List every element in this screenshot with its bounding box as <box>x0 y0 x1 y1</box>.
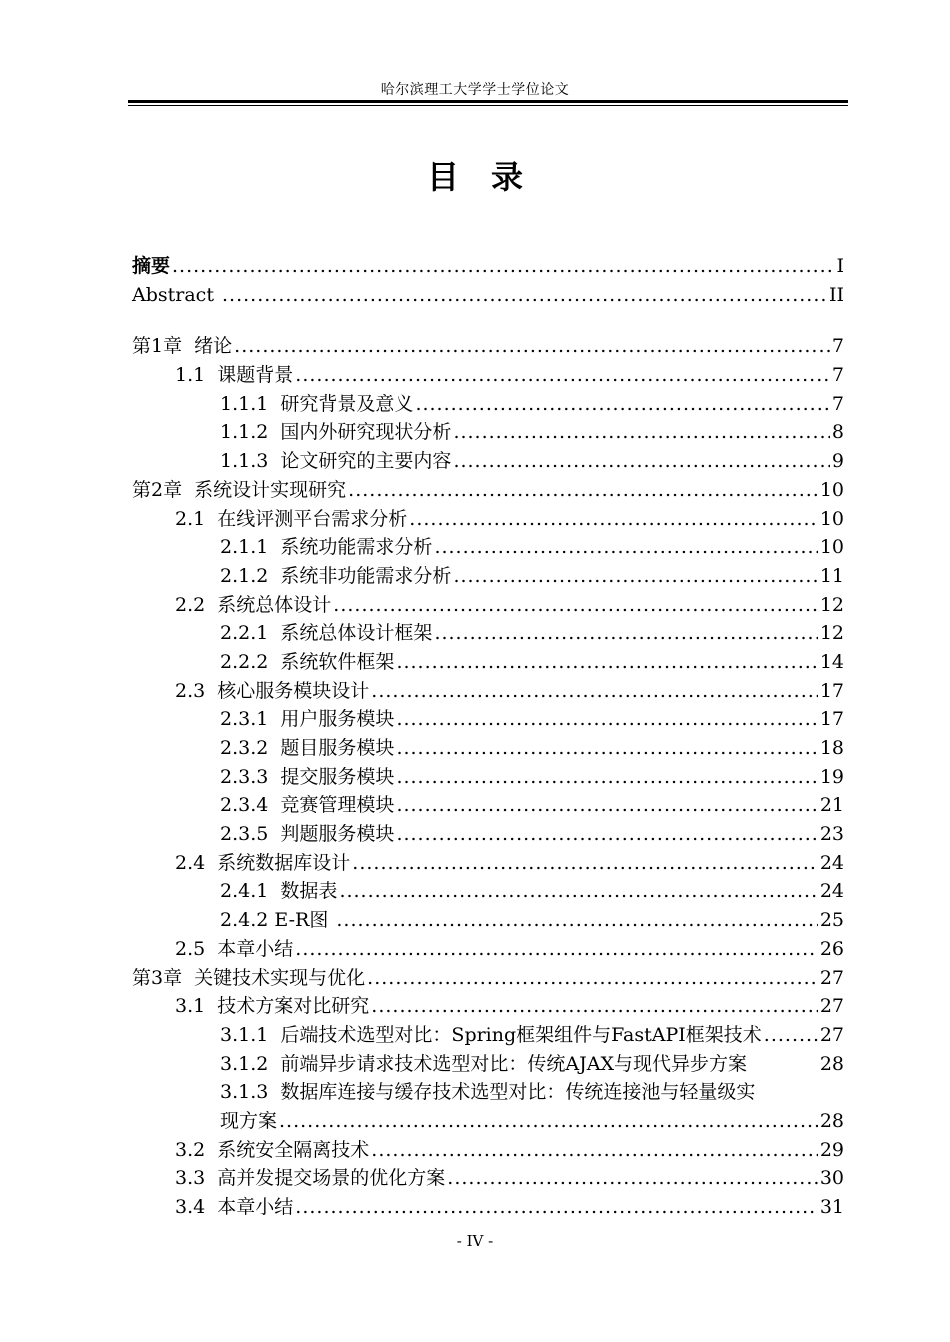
toc-entry[interactable] <box>132 591 844 620</box>
toc-leader-dots <box>453 418 829 447</box>
toc-entry[interactable] <box>132 1050 844 1079</box>
toc-entry[interactable] <box>132 476 844 505</box>
toc-entry-title: 2.2.2 系统软件框架 <box>220 650 395 673</box>
toc-gap <box>132 309 844 332</box>
toc-entry-title: 2.1.1 系统功能需求分析 <box>220 536 433 559</box>
toc-entry-title: 1.1.3 论文研究的主要内容 <box>220 450 452 473</box>
toc-entry-page: 24 <box>819 880 844 903</box>
toc-leader-dots <box>396 648 817 677</box>
toc-leader-dots <box>396 705 817 734</box>
toc-entry-page: 27 <box>819 995 844 1018</box>
toc-leader-dots <box>396 820 817 849</box>
toc-entry-page: 11 <box>819 564 844 587</box>
toc-entry-page: 10 <box>819 478 844 501</box>
toc-entry[interactable] <box>132 935 844 964</box>
toc-entry-title: 3.1.2 前端异步请求技术选型对比：传统AJAX与现代异步方案 <box>220 1052 748 1075</box>
toc-entry-line: 3.1.3 数据库连接与缓存技术选型对比：传统连接池与轻量级实 <box>220 1081 756 1104</box>
toc-entry[interactable] <box>132 533 844 562</box>
toc-entry-title: 2.4.2 E-R图 <box>220 909 335 932</box>
toc-entry-page: 19 <box>819 765 844 788</box>
toc-entry-title: 3.3 高并发提交场景的优化方案 <box>175 1167 446 1190</box>
toc-entry-title: 1.1.1 研究背景及意义 <box>220 392 414 415</box>
toc-entry-page: 23 <box>819 823 844 846</box>
toc-entry-title: 1.1 课题背景 <box>175 364 294 387</box>
toc-leader-dots <box>453 562 817 591</box>
toc-entry[interactable] <box>132 1164 844 1193</box>
toc-entry-page: I <box>836 255 844 277</box>
toc-entry-page: 30 <box>819 1167 844 1190</box>
toc-leader-dots <box>396 791 817 820</box>
toc-entry[interactable] <box>132 1193 844 1222</box>
toc-entry-page: 7 <box>831 364 844 387</box>
toc-entry-page: 8 <box>831 421 844 444</box>
toc-entry-title: 2.3.3 提交服务模块 <box>220 765 395 788</box>
toc-entry-title: 2.2.1 系统总体设计框架 <box>220 622 433 645</box>
toc-entry[interactable] <box>132 763 844 792</box>
toc-entry-page: 17 <box>819 679 844 702</box>
toc-entry-title: 2.4 系统数据库设计 <box>175 851 351 874</box>
toc-entry[interactable] <box>132 619 844 648</box>
toc-leader-dots <box>295 935 818 964</box>
toc-entry-page: 28 <box>819 1052 844 1075</box>
toc-entry-page: 25 <box>819 909 844 932</box>
toc-leader-dots <box>371 992 818 1021</box>
toc-entry-page: 24 <box>819 851 844 874</box>
toc-entry-page: 21 <box>819 794 844 817</box>
toc-entry[interactable] <box>132 964 844 993</box>
toc-entry-title: 2.3.1 用户服务模块 <box>220 708 395 731</box>
toc-entry-title: 2.1.2 系统非功能需求分析 <box>220 564 452 587</box>
toc-leader-dots <box>352 849 818 878</box>
toc-leader-dots <box>336 906 817 935</box>
toc-leader-dots <box>234 332 830 361</box>
toc-entry-title: 2.3.5 判题服务模块 <box>220 823 395 846</box>
running-header: 哈尔滨理工大学学士学位论文 <box>380 82 570 98</box>
toc-leader-dots <box>447 1164 818 1193</box>
toc-entry-page: 29 <box>819 1138 844 1161</box>
toc-entry-page: 10 <box>819 507 844 530</box>
toc-entry-title: 2.2 系统总体设计 <box>175 593 332 616</box>
toc-entry[interactable] <box>132 677 844 706</box>
toc-entry-page: 12 <box>819 622 844 645</box>
toc-entry[interactable] <box>132 562 844 591</box>
toc-entry[interactable] <box>132 332 844 361</box>
toc-leader-dots <box>371 677 818 706</box>
header-rule-thin <box>128 105 848 106</box>
toc-leader-dots <box>339 877 817 906</box>
toc-leader-dots <box>348 476 818 505</box>
toc-entry-title: 2.3.4 竞赛管理模块 <box>220 794 395 817</box>
toc-leader-dots <box>396 734 817 763</box>
toc-entry[interactable] <box>132 1136 844 1165</box>
toc-entry-title: 3.4 本章小结 <box>175 1196 294 1218</box>
toc-entry-title: 现方案 <box>220 1109 278 1132</box>
toc-leader-dots <box>396 763 817 792</box>
toc-entry[interactable] <box>132 1107 844 1136</box>
page-title: 目录 <box>426 158 555 196</box>
toc-leader-dots <box>434 619 817 648</box>
toc-entry-title: Abstract <box>132 283 220 306</box>
toc-entry[interactable] <box>132 648 844 677</box>
toc-entry-page: 27 <box>819 1023 844 1046</box>
toc-entry-page: 27 <box>819 966 844 989</box>
toc-leader-dots <box>434 533 817 562</box>
toc-entry-title: 第3章 关键技术实现与优化 <box>132 966 366 989</box>
toc-entry[interactable] <box>132 906 844 935</box>
toc-entry-page: 12 <box>819 593 844 616</box>
toc-entry-title: 3.1 技术方案对比研究 <box>175 995 370 1018</box>
toc-entry-title: 摘要 <box>132 255 171 277</box>
header-rule-thick <box>128 100 848 103</box>
toc-leader-dots <box>295 361 830 390</box>
toc-leader-dots <box>409 505 818 534</box>
toc-leader-dots <box>453 447 829 476</box>
toc-leader-dots <box>415 390 829 419</box>
toc-leader-dots <box>367 964 818 993</box>
toc-leader-dots <box>764 1021 818 1050</box>
toc-entry-page: 18 <box>819 737 844 759</box>
toc-entry[interactable] <box>132 877 844 906</box>
toc-entry[interactable] <box>132 505 844 534</box>
toc-entry[interactable] <box>132 849 844 878</box>
toc-entry-page: 7 <box>831 335 844 358</box>
toc-entry-page: 28 <box>819 1109 844 1132</box>
toc-entry[interactable] <box>132 252 844 281</box>
toc-entry-page: 9 <box>831 450 844 473</box>
toc-entry[interactable] <box>132 992 844 1021</box>
toc-leader-dots <box>172 252 834 281</box>
toc-entry-title: 1.1.2 国内外研究现状分析 <box>220 421 452 444</box>
toc-entry-title: 3.2 系统安全隔离技术 <box>175 1138 370 1161</box>
toc-entry-title: 3.1.1 后端技术选型对比：Spring框架组件与FastAPI框架技术 <box>220 1023 762 1046</box>
toc-entry-title: 第2章 系统设计实现研究 <box>132 478 347 501</box>
table-of-contents <box>132 252 844 1222</box>
toc-entry-page: 7 <box>831 392 844 415</box>
toc-entry[interactable] <box>132 390 844 419</box>
toc-entry[interactable] <box>132 418 844 447</box>
toc-entry-page: 31 <box>819 1196 844 1218</box>
toc-entry-title: 2.3 核心服务模块设计 <box>175 679 370 702</box>
toc-entry-title: 2.4.1 数据表 <box>220 880 338 903</box>
toc-entry[interactable] <box>132 361 844 390</box>
toc-entry-title: 2.1 在线评测平台需求分析 <box>175 507 408 530</box>
toc-entry[interactable] <box>132 705 844 734</box>
toc-entry[interactable] <box>132 791 844 820</box>
toc-entry-page: 17 <box>819 708 844 731</box>
toc-entry[interactable] <box>132 820 844 849</box>
toc-entry-page: 14 <box>819 650 844 673</box>
toc-entry-page: 26 <box>819 937 844 960</box>
toc-leader-dots <box>295 1193 818 1222</box>
toc-leader-dots <box>222 281 827 310</box>
page-number: - IV - <box>456 1232 494 1250</box>
toc-leader-dots <box>333 591 818 620</box>
toc-entry-title: 2.3.2 题目服务模块 <box>220 737 395 759</box>
toc-entry-page: II <box>828 283 844 306</box>
toc-leader-dots <box>279 1107 818 1136</box>
toc-entry-title: 第1章 绪论 <box>132 335 233 358</box>
toc-entry[interactable] <box>132 447 844 476</box>
toc-leader-dots <box>371 1136 818 1165</box>
toc-entry[interactable] <box>132 1021 844 1050</box>
toc-entry[interactable] <box>132 281 844 310</box>
toc-entry-page: 10 <box>819 536 844 559</box>
toc-entry-title: 2.5 本章小结 <box>175 937 294 960</box>
toc-entry[interactable] <box>132 734 844 763</box>
